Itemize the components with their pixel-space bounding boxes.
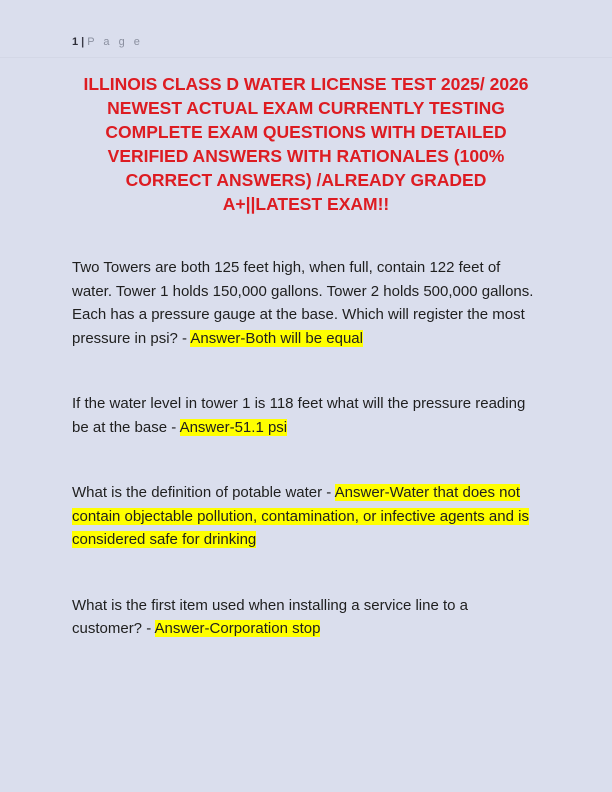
header-label: P a g e [87,36,143,48]
qa-paragraph [72,392,540,439]
qa-paragraph [72,256,540,350]
document-body [72,256,540,683]
page-number: 1 [72,36,79,48]
header-separator: | [81,36,85,48]
header-rule [0,57,612,58]
title-line: COMPLETE EXAM QUESTIONS WITH DETAILED [105,122,507,142]
title-line: A+||LATEST EXAM!! [222,194,390,214]
answer-highlight: Answer-51.1 psi [179,418,288,436]
answer-highlight: Answer-Water that does not contain objectable pollution, contamination, or infective agents and is considered safe for drinking [72,484,529,548]
question-text: Two Towers are both 125 feet high, when full, contain 122 feet of water. Tower 1 holds 150,000 gallons. Tower 2 holds 500,000 gallons. Each has a pressure gauge at the base. Which will register the most pressure in psi? - [72,259,534,347]
page-header [72,36,143,48]
answer-highlight: Answer-Corporation stop [154,620,321,637]
title-line: ILLINOIS CLASS D WATER LICENSE TEST 2025/ 2026 [83,74,529,94]
title-line: NEWEST ACTUAL EXAM CURRENTLY TESTING [107,98,505,118]
question-text: What is the definition of potable water - [72,484,335,501]
qa-paragraph [72,594,540,641]
question-text: What is the first item used when installing a service line to a customer? - [72,596,469,637]
question-text: If the water level in tower 1 is 118 feet what will the pressure reading be at the base - [72,395,526,436]
qa-paragraph [72,481,540,552]
document-title [72,72,540,216]
title-line: VERIFIED ANSWERS WITH RATIONALES (100% [107,146,505,166]
title-line: CORRECT ANSWERS) /ALREADY GRADED [125,170,487,190]
answer-highlight: Answer-Both will be equal [190,329,363,347]
